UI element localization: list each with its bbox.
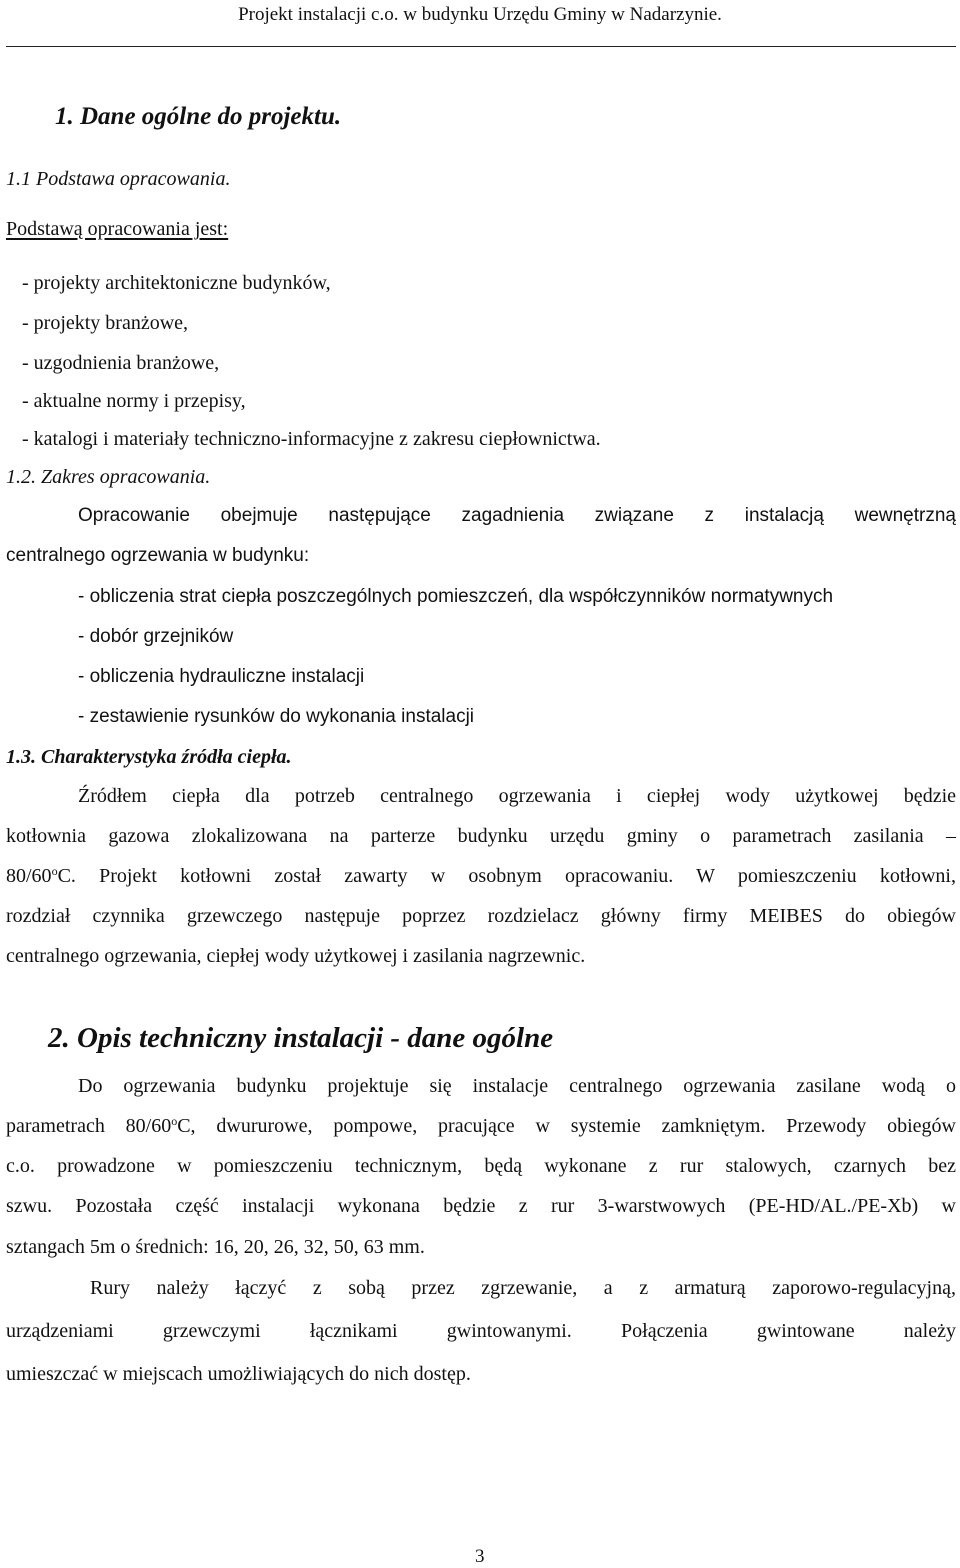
technical-paragraph-line: Do ogrzewania budynku projektuje się instalacje centralnego ogrzewania zasilane wodą o bbox=[78, 1075, 956, 1097]
basis-item: - projekty architektoniczne budynków, bbox=[22, 272, 331, 294]
heat-source-line: Źródłem ciepła dla potrzeb centralnego ogrzewania i ciepłej wody użytkowej będzie bbox=[78, 785, 956, 807]
basis-item: - katalogi i materiały techniczno-informacyjne z zakresu ciepłownictwa. bbox=[22, 428, 601, 450]
technical-paragraph-line: szwu. Pozostała część instalacji wykonana będzie z rur 3-warstwowych (PE-HD/AL./PE-Xb) w bbox=[6, 1195, 956, 1217]
connections-paragraph-line: urządzeniami grzewczymi łącznikami gwintowanymi. Połączenia gwintowane należy bbox=[6, 1320, 956, 1342]
scope-item: - dobór grzejników bbox=[78, 626, 234, 647]
page-header: Projekt instalacji c.o. w budynku Urzędu Gminy w Nadarzynie. bbox=[238, 4, 722, 25]
heat-source-line: centralnego ogrzewania, ciepłej wody użytkowej i zasilania nagrzewnic. bbox=[6, 945, 586, 967]
connections-paragraph-line: Rury należy łączyć z sobą przez zgrzewanie, a z armaturą zaporowo-regulacyjną, bbox=[90, 1277, 956, 1299]
degree-superscript: o bbox=[51, 864, 58, 878]
degree-superscript: o bbox=[171, 1114, 178, 1128]
basis-item: - uzgodnienia branżowe, bbox=[22, 352, 220, 374]
section-1-heading: 1. Dane ogólne do projektu. bbox=[55, 103, 342, 130]
heat-source-line: rozdział czynnika grzewczego następuje poprzez rozdzielacz główny firmy MEIBES do obiegów bbox=[6, 905, 956, 927]
parameters-rest-text: C, dwururowe, pompowe, pracujące w systemie zamkniętym. Przewody obiegów bbox=[177, 1115, 956, 1137]
section-2-heading: 2. Opis techniczny instalacji - dane ogólne bbox=[48, 1022, 554, 1054]
scope-paragraph-line: centralnego ogrzewania w budynku: bbox=[6, 545, 310, 566]
scope-item: - zestawienie rysunków do wykonania instalacji bbox=[78, 706, 475, 727]
subsection-1-1-heading: 1.1 Podstawa opracowania. bbox=[6, 168, 231, 190]
parameters-text: parametrach 80/60 bbox=[6, 1115, 172, 1137]
basis-item: - aktualne normy i przepisy, bbox=[22, 390, 246, 412]
connections-paragraph-line: umieszczać w miejscach umożliwiających do nich dostęp. bbox=[6, 1363, 471, 1385]
subsection-1-2-heading: 1.2. Zakres opracowania. bbox=[6, 466, 211, 488]
heat-source-text: C. Projekt kotłowni został zawarty w osobnym opracowaniu. W pomieszczeniu kotłowni, bbox=[57, 865, 956, 887]
technical-paragraph-line: c.o. prowadzone w pomieszczeniu technicznym, będą wykonane z rur stalowych, czarnych bez bbox=[6, 1155, 956, 1177]
technical-paragraph-line: sztangach 5m o średnich: 16, 20, 26, 32, 50, 63 mm. bbox=[6, 1236, 425, 1258]
temperature-value: 80/60 bbox=[6, 865, 52, 887]
heat-source-line: kotłownia gazowa zlokalizowana na parterze budynku urzędu gminy o parametrach zasilania – bbox=[6, 825, 956, 847]
technical-paragraph-line-with-degree bbox=[6, 1115, 956, 1138]
header-divider bbox=[6, 46, 956, 47]
scope-item: - obliczenia strat ciepła poszczególnych pomieszczeń, dla współczynników normatywnych bbox=[78, 586, 834, 607]
subsection-1-3-heading: 1.3. Charakterystyka źródła ciepła. bbox=[6, 746, 292, 768]
scope-paragraph-line: Opracowanie obejmuje następujące zagadnienia związane z instalacją wewnętrzną bbox=[78, 505, 956, 526]
basis-intro: Podstawą opracowania jest: bbox=[6, 218, 229, 240]
scope-item: - obliczenia hydrauliczne instalacji bbox=[78, 666, 365, 687]
heat-source-line-with-degree bbox=[6, 865, 956, 888]
basis-item: - projekty branżowe, bbox=[22, 312, 189, 334]
page-number: 3 bbox=[475, 1546, 485, 1567]
